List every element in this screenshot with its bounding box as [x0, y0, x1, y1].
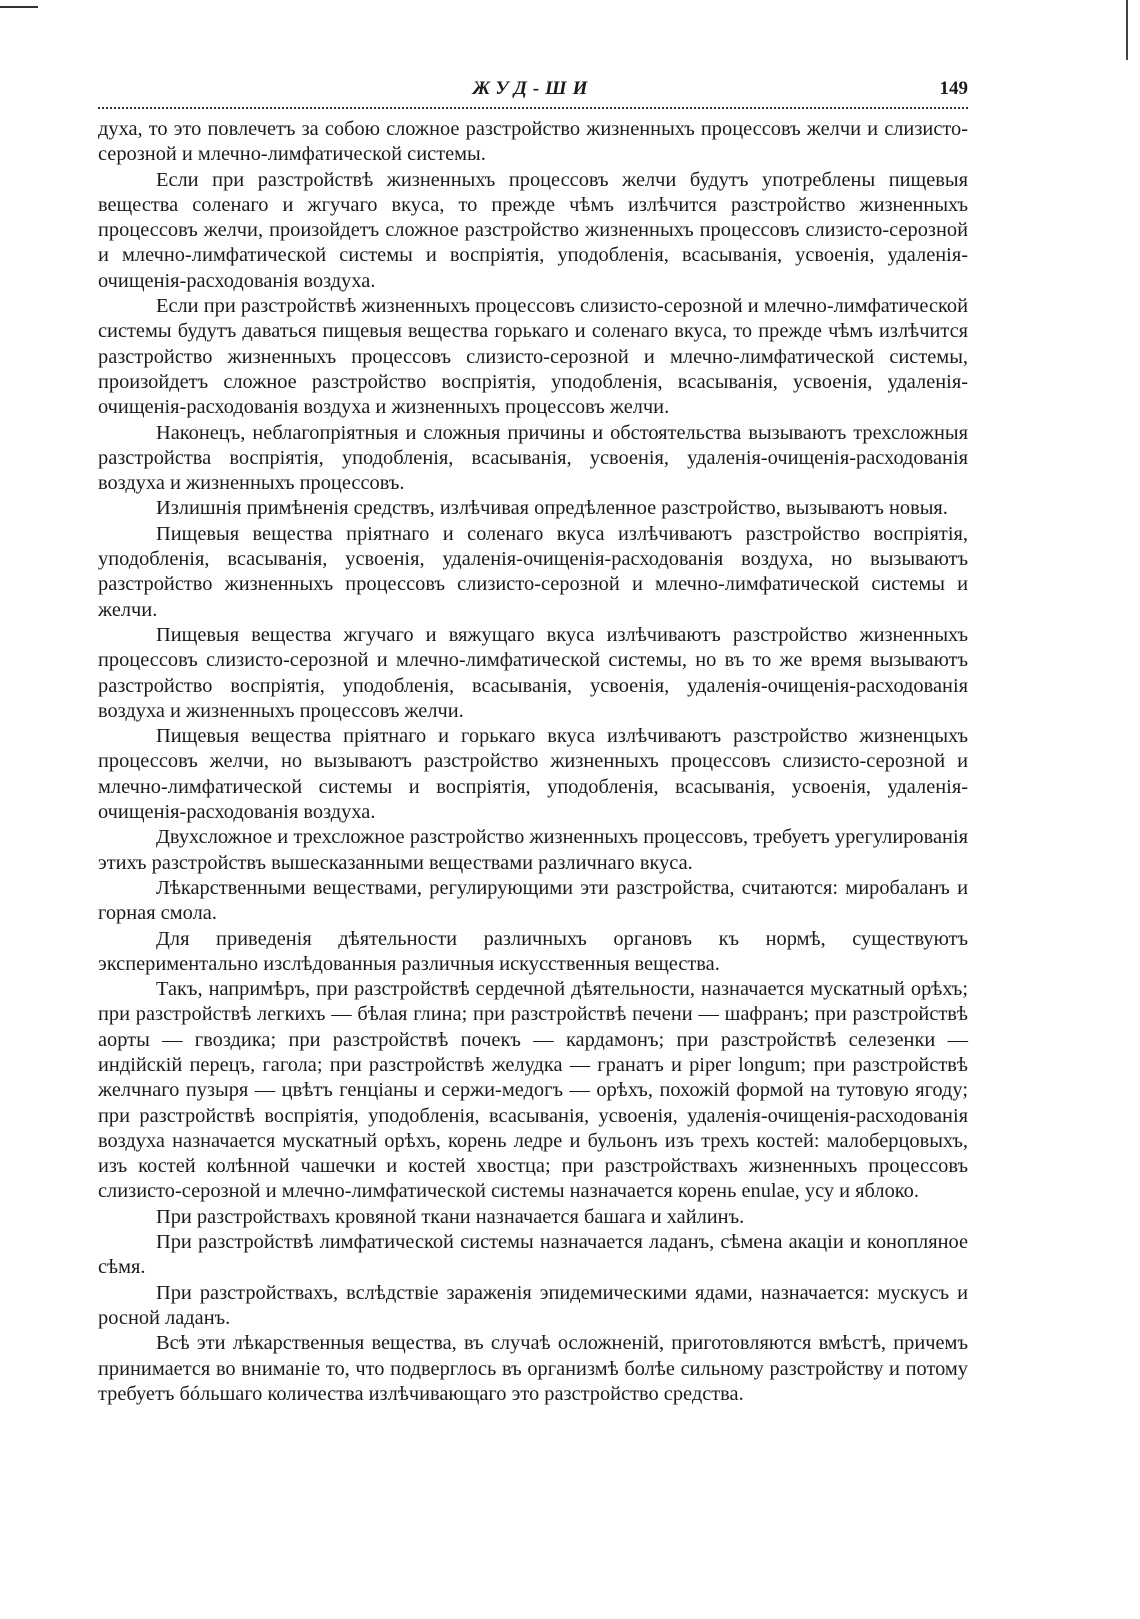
paragraph: Наконецъ, неблагопріятныя и сложныя причины и обстоятельства вызываютъ трехсложныя разстройства воспріятія, уподобленія, всасыванія, усвоенія, удаленія-очищенія-расходованія воздуха и жизненныхъ процессовъ. — [98, 421, 968, 495]
paragraph: духа, то это повлечетъ за собою сложное разстройство жизненныхъ процессовъ желчи и слизисто-серозной и млечно-лимфатической системы. — [98, 118, 968, 166]
running-head: ЖУД-ШИ — [472, 78, 594, 99]
page-header — [98, 78, 968, 104]
paragraph: Если при разстройствѣ жизненныхъ процессовъ слизисто-серозной и млечно-лимфатической системы будутъ даваться пищевыя вещества горькаго и соленаго вкуса, то прежде чѣмъ излѣчится разстройство жизненныхъ процессовъ слизисто-серозной и млечно-лимфатической системы, произойдетъ сложное разстройство воспріятія, уподобленія, всасыванія, усвоенія, удаленія-очищенія-расходованія воздуха и жизненныхъ процессовъ желчи. — [98, 295, 968, 419]
paragraph: Пищевыя вещества жгучаго и вяжущаго вкуса излѣчиваютъ разстройство жизненныхъ процессовъ слизисто-серозной и млечно-лимфатической системы, но въ то же время вызываютъ разстройство воспріятія, уподобленія, всасыванія, усвоенія, удаленія-очищенія-расходованія воздуха и жизненныхъ процессовъ желчи. — [98, 623, 968, 722]
scan-edge-line — [1126, 0, 1128, 60]
scan-corner-mark — [0, 6, 38, 8]
paragraph: Пищевыя вещества пріятнаго и соленаго вкуса излѣчиваютъ разстройство воспріятія, уподобленія, всасыванія, усвоенія, удаленія-очищенія-расходованія воздуха, но вызываютъ разстройство жизненныхъ процессовъ слизисто-серозной и млечно-лимфатической системы и желчи. — [98, 522, 968, 621]
paragraph: Если при разстройствѣ жизненныхъ процессовъ желчи будутъ употреблены пищевыя вещества соленаго и жгучаго вкуса, то прежде чѣмъ излѣчится разстройство жизненныхъ процессовъ желчи, произойдетъ сложное разстройство жизненныхъ процессовъ слизисто-серозной и млечно-лимфатической системы и воспріятія, уподобленія, всасыванія, усвоенія, удаленія-очищенія-расходованія воздуха. — [98, 168, 968, 292]
page-number: 149 — [939, 78, 968, 99]
paragraph: Двухсложное и трехсложное разстройство жизненныхъ процессовъ, требуетъ урегулированія этихъ разстройствъ вышесказанными веществами различнаго вкуса. — [98, 826, 968, 874]
paragraph: При разстройствахъ, вслѣдствіе зараженія эпидемическими ядами, назначается: мускусъ и росной ладанъ. — [98, 1281, 968, 1329]
body-text — [98, 117, 968, 1407]
paragraph: Излишнія примѣненія средствъ, излѣчивая опредѣленное разстройство, вызываютъ новыя. — [156, 497, 948, 520]
paragraph: Пищевыя вещества пріятнаго и горькаго вкуса излѣчиваютъ разстройство жизненцыхъ процессовъ желчи, но вызываютъ разстройство жизненныхъ процессовъ слизисто-серозной и млечно-лимфатической системы и воспріятія, уподобленія, всасыванія, усвоенія, удаленія-очищенія-расходованія воздуха. — [98, 725, 968, 824]
paragraph: Такъ, напримѣръ, при разстройствѣ сердечной дѣятельности, назначается мускатный орѣхъ; при разстройствѣ легкихъ — бѣлая глина; при разстройствѣ печени — шафранъ; при разстройствѣ аорты — гвоздика; при разстройствѣ почекъ — кардамонъ; при разстройствѣ селезенки — индійскій перецъ, гагола; при разстройствѣ желудка — гранатъ и piper longum; при разстройствѣ желчнаго пузыря — цвѣтъ генціаны и сержи-медогъ — орѣхъ, похожій формой на тутовую ягоду; при разстройствѣ воспріятія, уподобленія, всасыванія, усвоенія, удаленія-очищенія-расходованія воздуха назначается мускатный орѣхъ, корень ледре и бульонъ изъ трехъ костей: малоберцовыхъ, изъ костей колѣнной чашечки и костей хвостца; при разстройствахъ жизненныхъ процессовъ слизисто-серозной и млечно-лимфатической системы назначается корень enulae, усу и яблоко. — [98, 978, 968, 1203]
paragraph: Для приведенія дѣятельности различныхъ органовъ къ нормѣ, существуютъ экспериментально изслѣдованныя различныя искусственныя вещества. — [98, 927, 968, 975]
paragraph: При разстройствахъ кровяной ткани назначается башага и хайлинъ. — [156, 1205, 745, 1228]
paragraph: Лѣкарственными веществами, регулирующими эти разстройства, считаются: миробаланъ и горная смола. — [98, 876, 968, 925]
paragraph: Всѣ эти лѣкарственныя вещества, въ случаѣ осложненій, приготовляются вмѣстѣ, причемъ принимается во вниманіе то, что подверглось въ организмѣ болѣе сильному разстройству и потому требуетъ бóльшаго количества излѣчивающаго это разстройство средства. — [98, 1332, 968, 1405]
header-rule — [98, 104, 968, 109]
paragraph: При разстройствѣ лимфатической системы назначается ладанъ, сѣмена акаціи и конопляное сѣмя. — [98, 1231, 968, 1279]
